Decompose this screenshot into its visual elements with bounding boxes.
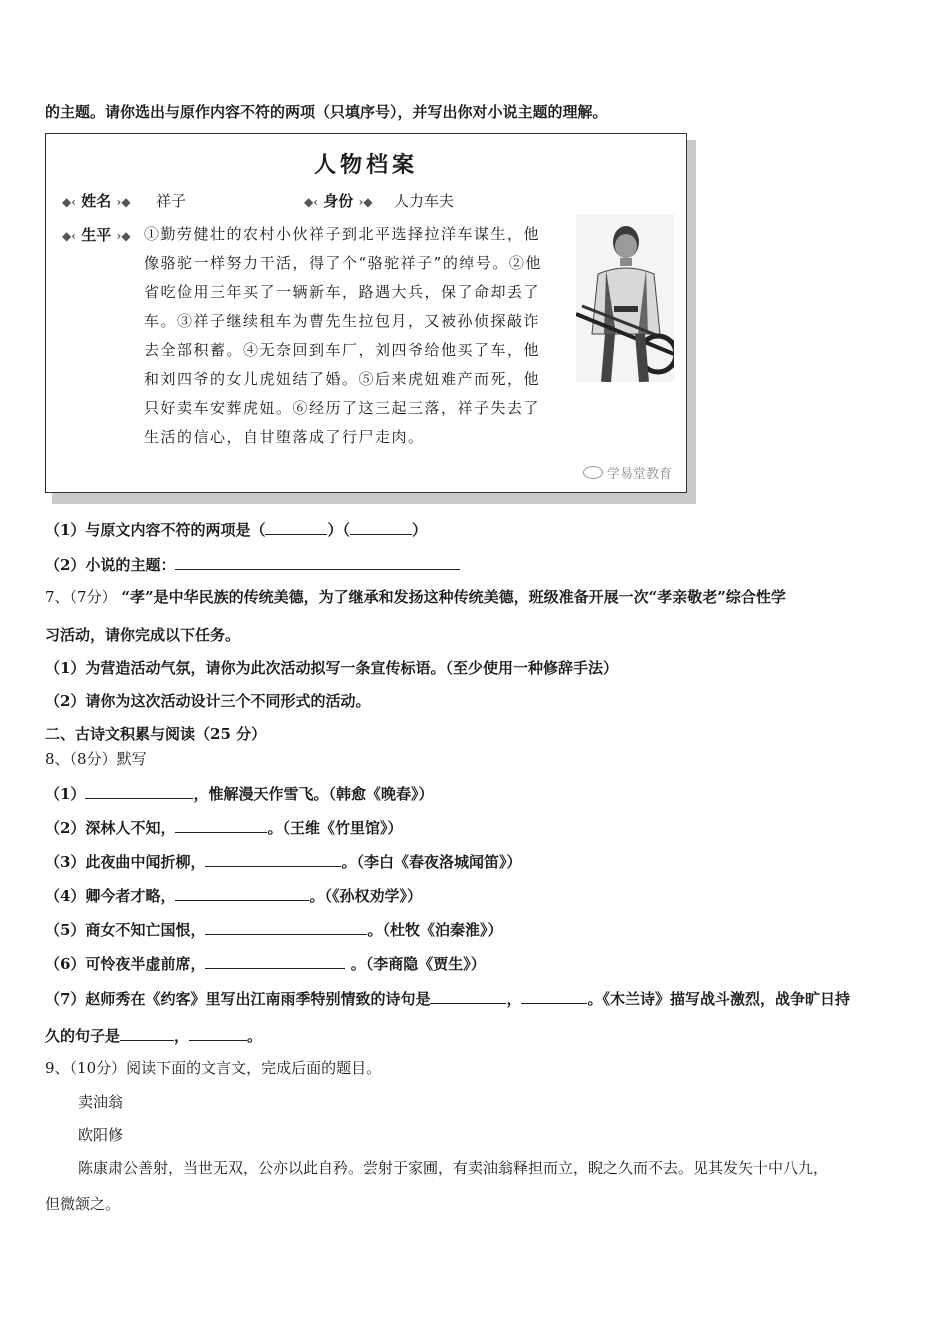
passage-paragraph-line1: 陈康肃公善射，当世无双，公亦以此自矜。尝射于家圃，有卖油翁释担而立，睨之久而不去。见其发矢十中八九， bbox=[78, 1159, 829, 1177]
question-8-line3 bbox=[45, 850, 521, 872]
answer-blank[interactable] bbox=[205, 850, 341, 867]
q8-l7a: （7）赵师秀在《约客》里写出江南雨季特别情致的诗句是 bbox=[45, 990, 431, 1008]
identity-label: 身份 bbox=[323, 192, 354, 210]
name-tag bbox=[62, 190, 131, 211]
q6-sub1-mid: ）（ bbox=[327, 521, 350, 539]
question-8-line7-cont bbox=[45, 1024, 262, 1046]
answer-blank[interactable] bbox=[175, 884, 309, 901]
character-illustration bbox=[576, 214, 674, 382]
ornament-icon: ◆‹ bbox=[62, 195, 77, 209]
question-9-heading: 9、（10分）阅读下面的文言文，完成后面的题目。 bbox=[45, 1059, 382, 1077]
passage-title: 卖油翁 bbox=[78, 1093, 124, 1111]
question-6-sub2 bbox=[45, 553, 460, 575]
character-profile-card bbox=[45, 133, 687, 493]
ornament-icon: ◆‹ bbox=[304, 195, 319, 209]
character-biography: ①勤劳健壮的农村小伙祥子到北平选择拉洋车谋生，他像骆驼一样努力干活，得了个“骆驼祥子”的绰号。②他省吃俭用三年买了一辆新车，路遇大兵，保了命却丢了车。③祥子继续租车为曹先生拉包月，又被孙侦探敲诈去全部积蓄。④无奈回到车厂，刘四爷给他买了车，他和刘四爷的女儿虎妞结了婚。⑤后来虎妞难产而死，他只好卖车安葬虎妞。⑥经历了这三起三落，祥子失去了生活的信心，自甘堕落成了行尸走肉。 bbox=[144, 225, 542, 446]
question-6-intro: 的主题。请你选出与原作内容不符的两项（只填序号），并写出你对小说主题的理解。 bbox=[45, 103, 608, 121]
question-7-line2: 习活动，请你完成以下任务。 bbox=[45, 626, 241, 644]
q7-head: 7、（7分） bbox=[45, 588, 117, 606]
life-tag bbox=[62, 224, 131, 245]
life-label: 生平 bbox=[81, 226, 112, 244]
name-label: 姓名 bbox=[81, 192, 112, 210]
question-8-heading: 8、（8分）默写 bbox=[45, 750, 147, 768]
ornament-icon: ›◆ bbox=[116, 229, 131, 243]
identity-value: 人力车夫 bbox=[394, 192, 455, 210]
answer-blank[interactable] bbox=[350, 518, 412, 535]
q8-l1a: （1） bbox=[45, 785, 86, 803]
answer-blank[interactable] bbox=[175, 816, 267, 833]
question-8-line4 bbox=[45, 884, 422, 906]
q8-l7d: 久的句子是 bbox=[45, 1027, 121, 1045]
q8-l7e: ， bbox=[174, 1027, 190, 1045]
question-8-line1 bbox=[45, 782, 433, 804]
answer-blank[interactable] bbox=[205, 918, 367, 935]
q8-l2b: 。（王维《竹里馆》） bbox=[267, 819, 403, 837]
q6-sub1-end: ） bbox=[411, 521, 427, 539]
ornament-icon: ›◆ bbox=[116, 195, 131, 209]
q8-l6a: （6）可怜夜半虚前席， bbox=[45, 955, 206, 973]
q7-text1: “孝”是中华民族的传统美德，为了继承和发扬这种传统美德，班级准备开展一次“孝亲敬老”综合性学 bbox=[121, 588, 786, 606]
question-7-sub1: （1）为营造活动气氛，请你为此次活动拟写一条宣传标语。（至少使用一种修辞手法） bbox=[45, 659, 618, 677]
q8-l6b: 。（李商隐《贾生》） bbox=[350, 955, 486, 973]
q8-l7b: ， bbox=[506, 990, 522, 1008]
q8-l5a: （5）商女不知亡国恨， bbox=[45, 921, 206, 939]
question-7-line1 bbox=[45, 587, 786, 607]
watermark bbox=[583, 463, 672, 482]
identity-tag bbox=[304, 190, 373, 211]
question-8-line2 bbox=[45, 816, 402, 838]
q8-l5b: 。（杜牧《泊秦淮》） bbox=[367, 921, 503, 939]
answer-blank[interactable] bbox=[205, 952, 345, 969]
ornament-icon: ◆‹ bbox=[62, 229, 77, 243]
q8-l7f: 。 bbox=[247, 1027, 263, 1045]
question-8-line5 bbox=[45, 918, 502, 940]
section-2-heading: 二、古诗文积累与阅读（25 分） bbox=[45, 725, 267, 743]
answer-blank[interactable] bbox=[521, 987, 587, 1004]
q8-l4b: 。（《孙权劝学》） bbox=[309, 887, 422, 905]
answer-blank[interactable] bbox=[120, 1024, 174, 1041]
answer-blank[interactable] bbox=[265, 518, 327, 535]
q8-l3b: 。（李白《春夜洛城闻笛》） bbox=[341, 853, 522, 871]
watermark-text: 学易堂教育 bbox=[606, 467, 672, 482]
cloud-logo-icon bbox=[583, 466, 603, 479]
question-8-line6 bbox=[45, 952, 486, 974]
name-value: 祥子 bbox=[156, 192, 187, 210]
q6-sub1-text: （1）与原文内容不符的两项是（ bbox=[45, 521, 266, 539]
card-title: 人物档案 bbox=[313, 152, 418, 178]
ornament-icon: ›◆ bbox=[358, 195, 373, 209]
answer-blank[interactable] bbox=[189, 1024, 247, 1041]
q8-l1b: ，惟解漫天作雪飞。（韩愈《晚春》） bbox=[193, 785, 434, 803]
q8-l2a: （2）深林人不知， bbox=[45, 819, 176, 837]
q8-l3a: （3）此夜曲中闻折柳， bbox=[45, 853, 206, 871]
answer-blank[interactable] bbox=[430, 987, 506, 1004]
q6-sub2-text: （2）小说的主题： bbox=[45, 556, 176, 574]
q8-l4a: （4）卿今者才略， bbox=[45, 887, 176, 905]
question-8-line7 bbox=[45, 987, 850, 1009]
question-7-sub2: （2）请你为这次活动设计三个不同形式的活动。 bbox=[45, 692, 371, 710]
passage-paragraph-line2: 但微颔之。 bbox=[45, 1195, 121, 1213]
q8-l7c: 。《木兰诗》描写战斗激烈，战争旷日持 bbox=[587, 990, 850, 1008]
question-6-sub1 bbox=[45, 518, 427, 540]
answer-blank[interactable] bbox=[175, 553, 460, 570]
answer-blank[interactable] bbox=[85, 782, 193, 799]
passage-author: 欧阳修 bbox=[78, 1126, 124, 1144]
